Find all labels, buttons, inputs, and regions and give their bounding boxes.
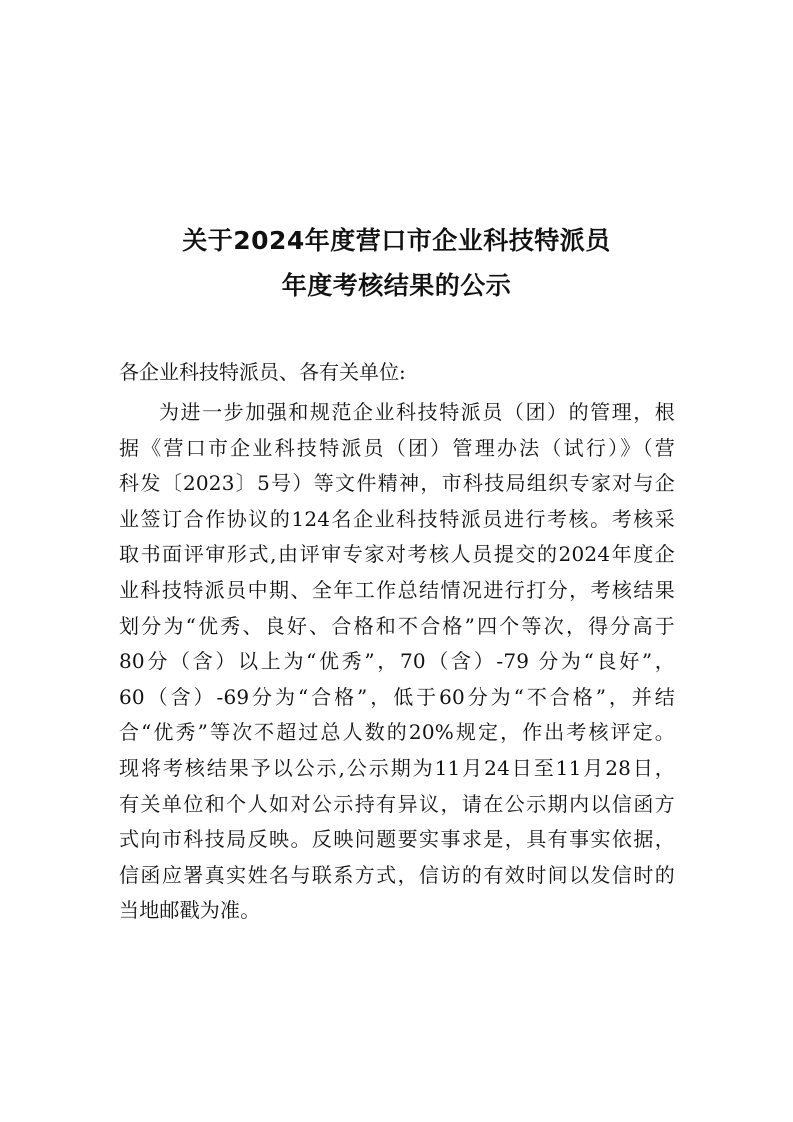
body-line: 60（含）-69分为“合格”，低于60分为“不合格”，并结 [119,684,675,709]
document-title-line-2: 年度考核结果的公示 [281,271,512,300]
body-line: 合“优秀”等次不超过总人数的20%规定，作出考核评定。 [119,720,675,745]
body-line: 科发〔2023〕5号）等文件精神，市科技局组织专家对与企 [119,471,675,496]
body-line: 划分为“优秀、良好、合格和不合格”四个等次，得分高于 [119,613,675,638]
body-line: 业科技特派员中期、全年工作总结情况进行打分，考核结果 [119,577,675,602]
body-line: 业签订合作协议的124名企业科技特派员进行考核。考核采 [119,506,675,531]
body-line: 80分（含）以上为“优秀”，70（含）-79 分为“良好”， [119,649,675,674]
body-line: 有关单位和个人如对公示持有异议，请在公示期内以信函方 [119,791,675,816]
body-paragraph [119,395,675,929]
body-line: 现将考核结果予以公示,公示期为11月24日至11月28日， [119,755,675,780]
body-line: 当地邮戳为准。 [119,898,261,923]
body-line: 为进一步加强和规范企业科技特派员（团）的管理，根 [159,400,675,424]
body-line: 据《营口市企业科技特派员（团）管理办法（试行）》（营 [119,435,675,460]
body-line: 式向市科技局反映。反映问题要实事求是，具有事实依据， [119,827,675,852]
body-line: 取书面评审形式,由评审专家对考核人员提交的2024年度企 [119,542,675,567]
body-line: 信函应署真实姓名与联系方式，信访的有效时间以发信时的 [119,862,675,887]
salutation: 各企业科技特派员、各有关单位: [119,360,406,384]
document-title-line-1: 关于2024年度营口市企业科技特派员 [182,226,611,255]
